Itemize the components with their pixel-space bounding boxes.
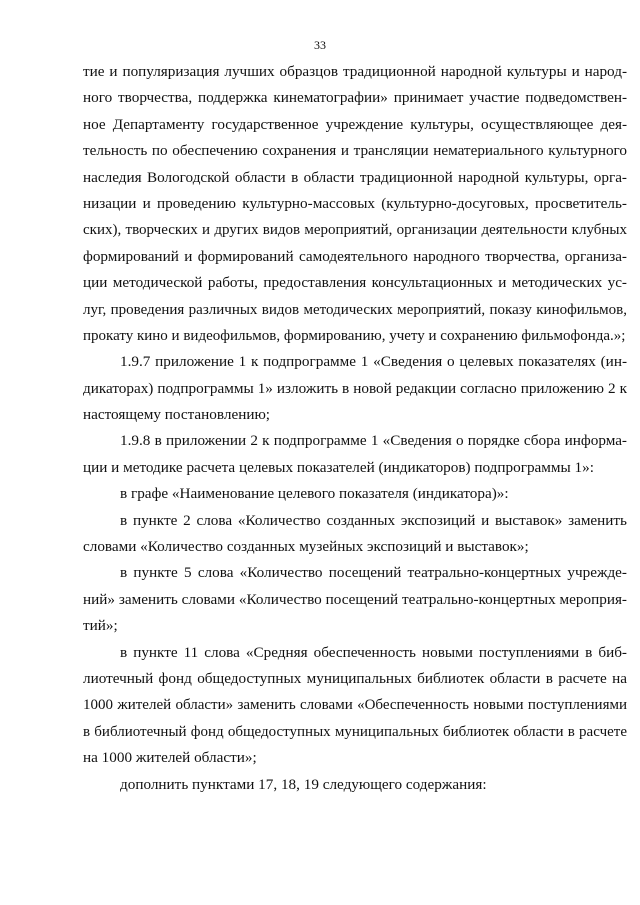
page-number: 33 — [314, 38, 326, 52]
text-line: 1000 жителей области» заменить словами «Обеспеченность новыми поступлениями — [83, 697, 627, 714]
text-line: ное Департаменту государственное учреждение культуры, осуществляющее дея- — [83, 115, 627, 133]
text-line: ного творчества, поддержка кинематографии» принимает участие подведомствен- — [83, 89, 627, 107]
text-line: 1.9.8 в приложении 2 к подпрограмме 1 «Сведения о порядке сбора информа- — [120, 432, 627, 450]
text-line: в графе «Наименование целевого показателя (индикатора)»: — [120, 485, 509, 503]
document-body — [83, 59, 627, 798]
text-line: тий»; — [83, 617, 118, 635]
text-line: в пункте 11 слова «Средняя обеспеченность новыми поступлениями в биб- — [120, 643, 627, 661]
text-line: ний» заменить словами «Количество посещений театрально-концертных мероприя- — [83, 590, 627, 608]
text-line: формирований и формирований самодеятельного народного творчества, организа- — [83, 247, 627, 265]
text-line: прокату кино и видеофильмов, формированию, учету и сохранению фильмофонда.»; — [83, 327, 626, 344]
text-line: дополнить пунктами 17, 18, 19 следующего содержания: — [120, 775, 487, 793]
text-line: настоящему постановлению; — [83, 406, 271, 424]
text-line: наследия Вологодской области в области традиционной народной культуры, орга- — [83, 168, 627, 186]
text-line: дикаторах) подпрограммы 1» изложить в новой редакции согласно приложению 2 к — [83, 379, 627, 397]
text-line: лиотечный фонд общедоступных муниципальных библиотек области в расчете на — [83, 669, 627, 687]
text-line: словами «Количество созданных музейных экспозиций и выставок»; — [83, 538, 529, 556]
text-line: ции и методике расчета целевых показателей (индикаторов) подпрограммы 1»: — [83, 458, 594, 476]
text-line: в пункте 2 слова «Количество созданных экспозиций и выставок» заменить — [120, 511, 627, 529]
text-line: в библиотечный фонд общедоступных муниципальных библиотек области в расчете — [83, 723, 627, 740]
text-line: на 1000 жителей области»; — [83, 749, 257, 767]
text-line: ции методической работы, предоставления консультационных и методических ус- — [83, 274, 627, 292]
text-line: низации и проведению культурно-массовых (культурно-досуговых, просветитель- — [83, 194, 627, 212]
text-line: ских), творческих и других видов мероприятий, организации деятельности клубных — [83, 222, 627, 239]
text-line: в пункте 5 слова «Количество посещений театрально-концертных учрежде- — [120, 564, 627, 582]
text-line: тие и популяризация лучших образцов традиционной народной культуры и народ- — [83, 63, 627, 80]
text-line: тельность по обеспечению сохранения и трансляции нематериального культурного — [83, 142, 627, 160]
text-line: 1.9.7 приложение 1 к подпрограмме 1 «Сведения о целевых показателях (ин- — [120, 353, 627, 371]
text-line: луг, проведения различных видов методических мероприятий, показу кинофильмов, — [83, 301, 627, 318]
